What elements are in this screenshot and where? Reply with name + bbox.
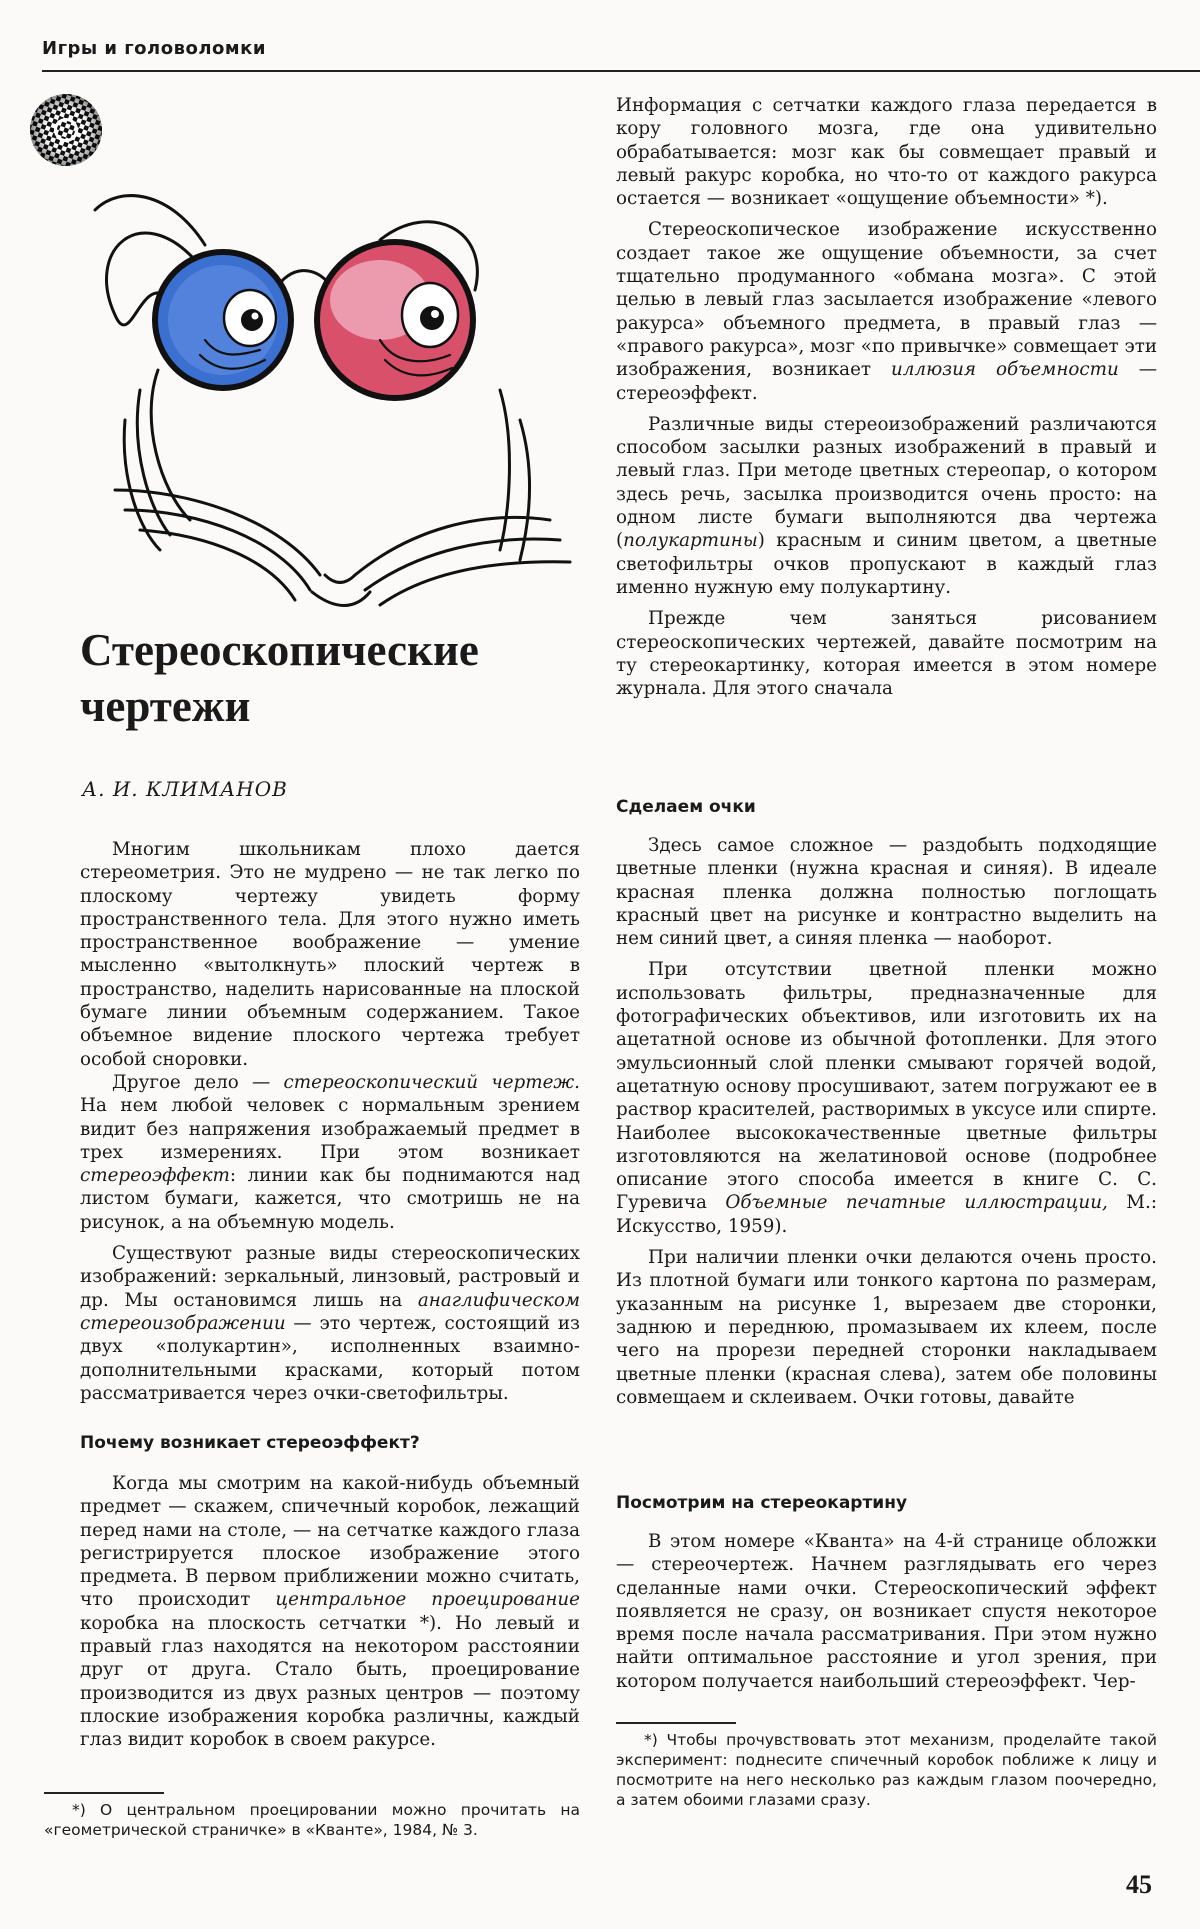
- title-line-1: Стереоскопические: [80, 625, 479, 675]
- subheading-why-stereo-effect: Почему возникает стереоэффект?: [80, 1433, 420, 1453]
- paragraph: Существуют разные виды стереоскопических изображений: зеркальный, линзовый, растровый и др. Мы остановимся лишь на анаглифическом стереоизображении — это чертеж, состоящий из двух «полукартин», исполненных взаимно-дополнительными красками, который потом рассматривается через очки-светофильтры.: [80, 1243, 580, 1404]
- paragraph: В этом номере «Кванта» на 4-й странице обложки — стереочертеж. Начнем разглядывать его через сделанные нами очки. Стереоскопический эффект появляется не сразу, он возникает спустя некоторое время после начала рассматривания. При этом нужно найти оптимальное расстояние и угол зрения, при котором получается наибольший стереоэффект. Чер-: [616, 1531, 1157, 1692]
- subheading-make-glasses: Сделаем очки: [616, 797, 756, 817]
- subheading-look-at-stereo-picture: Посмотрим на стереокартину: [616, 1493, 908, 1513]
- article-title: [80, 622, 580, 734]
- footnote-left: *) О центральном проецировании можно прочитать на «геометрической страничке» в «Кванте», 1984, № 3.: [44, 1801, 580, 1839]
- checkered-sphere-logo: [28, 92, 104, 168]
- title-line-2: чертежи: [80, 681, 251, 731]
- paragraph: Когда мы смотрим на какой-нибудь объемный предмет — скажем, спичечный коробок, лежащий перед нами на столе, — на сетчатке каждого глаза регистрируется плоское изображение этого предмета. В первом приближении можно считать, что происходит центральное проецирование коробка на плоскость сетчатки *). Но левый и правый глаз находятся на некотором расстоянии друг от друга. Стало быть, проецирование производится из двух разных центров — поэтому плоские изображения коробка различны, каждый глаз видит коробок в своем ракурсе.: [80, 1473, 580, 1751]
- section-header: Игры и головоломки: [42, 38, 266, 59]
- right-column-section-glasses: [616, 796, 1157, 1409]
- left-column-body: [80, 838, 580, 1405]
- paragraph: Здесь самое сложное — раздобыть подходящие цветные пленки (нужна красная и синяя). В идеале красная пленка должна полностью поглощать красный цвет на рисунке и контрастно выделить на нем синий цвет, а синяя пленка — наоборот.: [616, 835, 1157, 950]
- article-author: А. И. КЛИМАНОВ: [82, 777, 288, 801]
- page-number: 45: [1126, 1870, 1152, 1899]
- footnote-rule-right: [616, 1722, 736, 1724]
- paragraph: Стереоскопическое изображение искусственно создает такое же ощущение объемности, за счет тщательно продуманного «обмана мозга». С этой целью в левый глаз засылается изображение «левого ракурса» объемного предмета, в правый глаз — «правого ракурса», мозг «по привычке» совмещает эти изображения, возникает иллюзия объемности — стереоэффект.: [616, 219, 1158, 404]
- paragraph: Различные виды стереоизображений различаются способом засылки разных изображений в правый и левый глаз. При методе цветных стереопар, о котором здесь речь, засылка производится очень просто: на одном листе бумаги выполняются два чертежа (полукартины) красным и синим цветом, а цветные светофильтры очков пропускают в каждый глаз именно нужную ему полукартину.: [616, 413, 1157, 598]
- paragraph: Другое дело — стереоскопический чертеж. На нем любой человек с нормальным зрением видит без напряжения изображаемый предмет в трех измерениях. При этом возникает стереоэффект: линии как бы поднимаются над листом бумаги, кажется, что смотришь не на рисунок, а на объемную модель.: [80, 1071, 580, 1233]
- paragraph: Прежде чем заняться рисованием стереоскопических чертежей, давайте посмотрим на ту стереокартинку, которая имеется в этом номере журнала. Для этого сначала: [616, 608, 1157, 700]
- right-column-body: [616, 94, 1157, 700]
- paragraph: Многим школьникам плохо дается стереометрия. Это не мудрено — не так легко по плоскому чертежу увидеть форму пространственного тела. Для этого нужно иметь пространственное воображение — умение мысленно «вытолкнуть» плоский чертеж в пространство, наделить нарисованные на плоской бумаге линии объемным содержанием. Такое объемное видение плоского чертежа требует особой сноровки.: [80, 839, 580, 1070]
- right-column-section-look: [616, 1492, 1157, 1693]
- footnote-right: *) Чтобы прочувствовать этот механизм, проделайте такой эксперимент: поднесите спичечный коробок поближе к лицу и посмотрите на него несколько раз каждым глазом поочередно, а затем обоими глазами сразу.: [616, 1731, 1157, 1809]
- left-column-section-why: [80, 1432, 580, 1752]
- header-rule: [42, 70, 1200, 72]
- paragraph: При наличии пленки очки делаются очень просто. Из плотной бумаги или тонкого картона по размерам, указанным на рисунке 1, вырезаем две сторонки, заднюю и переднюю, промазываем их клеем, после чего на прорези передней сторонки накладываем цветные пленки (красная слева), затем обе половины совмещаем и склеиваем. Очки готовы, давайте: [616, 1247, 1157, 1408]
- book-with-glasses-illustration: [80, 190, 580, 610]
- paragraph: Информация с сетчатки каждого глаза передается в кору головного мозга, где она удивительно обрабатывается: мозг как бы совмещает правый и левый ракурс коробка, но что-то от каждого ракурса остается — возникает «ощущение объемности» *).: [616, 95, 1157, 210]
- paragraph: При отсутствии цветной пленки можно использовать фильтры, предназначенные для фотографических объективов, или изготовить их на ацетатной основе из обычной фотопленки. Для этого эмульсионный слой пленки смывают горячей водой, ацетатную основу просушивают, затем погружают ее в раствор красителей, растворимых в уксусе или спирте. Наиболее высококачественные цветные фильтры изготовляются на желатиновой основе (подробнее описание этого способа имеется в книге С. С. Гуревича Объемные печатные иллюстрации, М.: Искусство, 1959).: [616, 959, 1157, 1237]
- footnote-rule-left: [44, 1792, 164, 1794]
